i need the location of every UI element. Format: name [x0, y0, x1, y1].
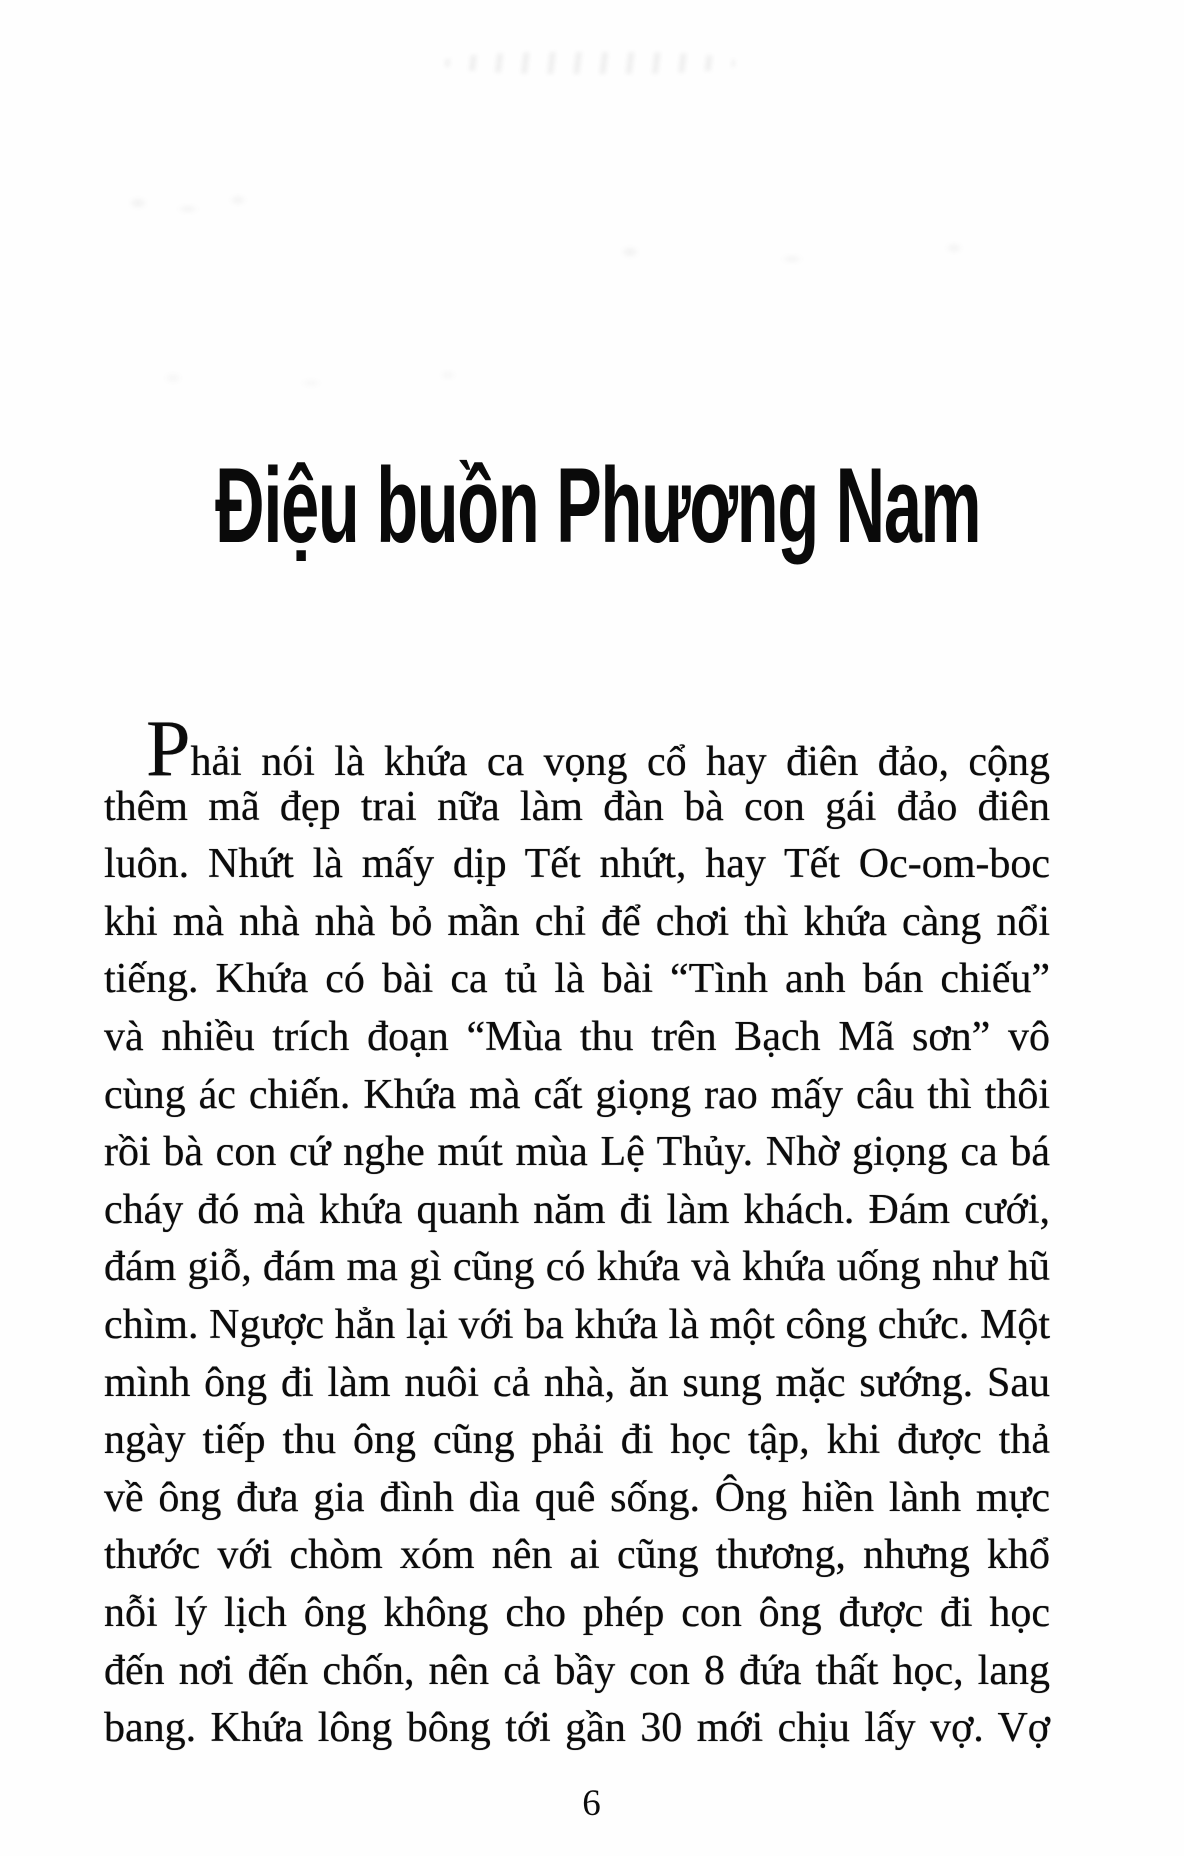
- text-line: đến nơi đến chốn, nên cả bầy con 8 đứa thất học, lang: [104, 1647, 1050, 1694]
- drop-cap: P: [146, 705, 191, 793]
- text-line: khi mà nhà nhà bỏ mần chỉ để chơi thì khứa càng nổi: [104, 898, 1050, 945]
- text-line: thước với chòm xóm nên ai cũng thương, nhưng khổ: [104, 1532, 1050, 1579]
- text-line: mình ông đi làm nuôi cả nhà, ăn sung mặc sướng. Sau: [104, 1359, 1050, 1406]
- page-number: 6: [582, 1783, 602, 1824]
- text-line-content: hải nói là khứa ca vọng cổ hay điên đảo, cộng: [190, 739, 1050, 785]
- text-line: tiếng. Khứa có bài ca tủ là bài “Tình anh bán chiếu”: [104, 956, 1050, 1003]
- scan-artifact: [120, 360, 540, 400]
- text-line: đám giỗ, đám ma gì cũng có khứa và khứa uống như hũ: [104, 1244, 1050, 1291]
- text-line: thêm mã đẹp trai nữa làm đàn bà con gái đảo điên: [104, 783, 1050, 830]
- text-line: cháy đó mà khứa quanh năm đi làm khách. Đám cưới,: [104, 1186, 1050, 1233]
- scan-artifact: [110, 182, 280, 230]
- chapter-title: [0, 445, 1184, 565]
- text-line: rồi bà con cứ nghe mút mùa Lệ Thủy. Nhờ giọng ca bá: [104, 1129, 1050, 1176]
- scan-artifact: [570, 230, 1060, 280]
- text-line: về ông đưa gia đình dìa quê sống. Ông hiền lành mực: [104, 1474, 1050, 1521]
- chapter-title-text: Điệu buồn Phương Nam: [215, 445, 981, 565]
- body-paragraph: [104, 705, 1050, 1758]
- text-line: cùng ác chiến. Khứa mà cất giọng rao mấy câu thì thôi: [104, 1071, 1050, 1118]
- text-line: luôn. Nhứt là mấy dịp Tết nhứt, hay Tết Oc-om-boc: [104, 841, 1050, 888]
- text-line: ngày tiếp thu ông cũng phải đi học tập, khi được thả: [104, 1417, 1050, 1464]
- text-line: nỗi lý lịch ông không cho phép con ông được đi học: [104, 1589, 1050, 1636]
- text-line: và nhiều trích đoạn “Mùa thu trên Bạch Mã sơn” vô: [104, 1013, 1050, 1060]
- text-line: [104, 705, 1050, 793]
- text-line: chìm. Ngược hẳn lại với ba khứa là một công chức. Một: [104, 1301, 1050, 1348]
- scan-artifact: [445, 52, 735, 74]
- text-line: bang. Khứa lông bông tới gần 30 mới chịu lấy vợ. Vợ: [104, 1705, 1050, 1752]
